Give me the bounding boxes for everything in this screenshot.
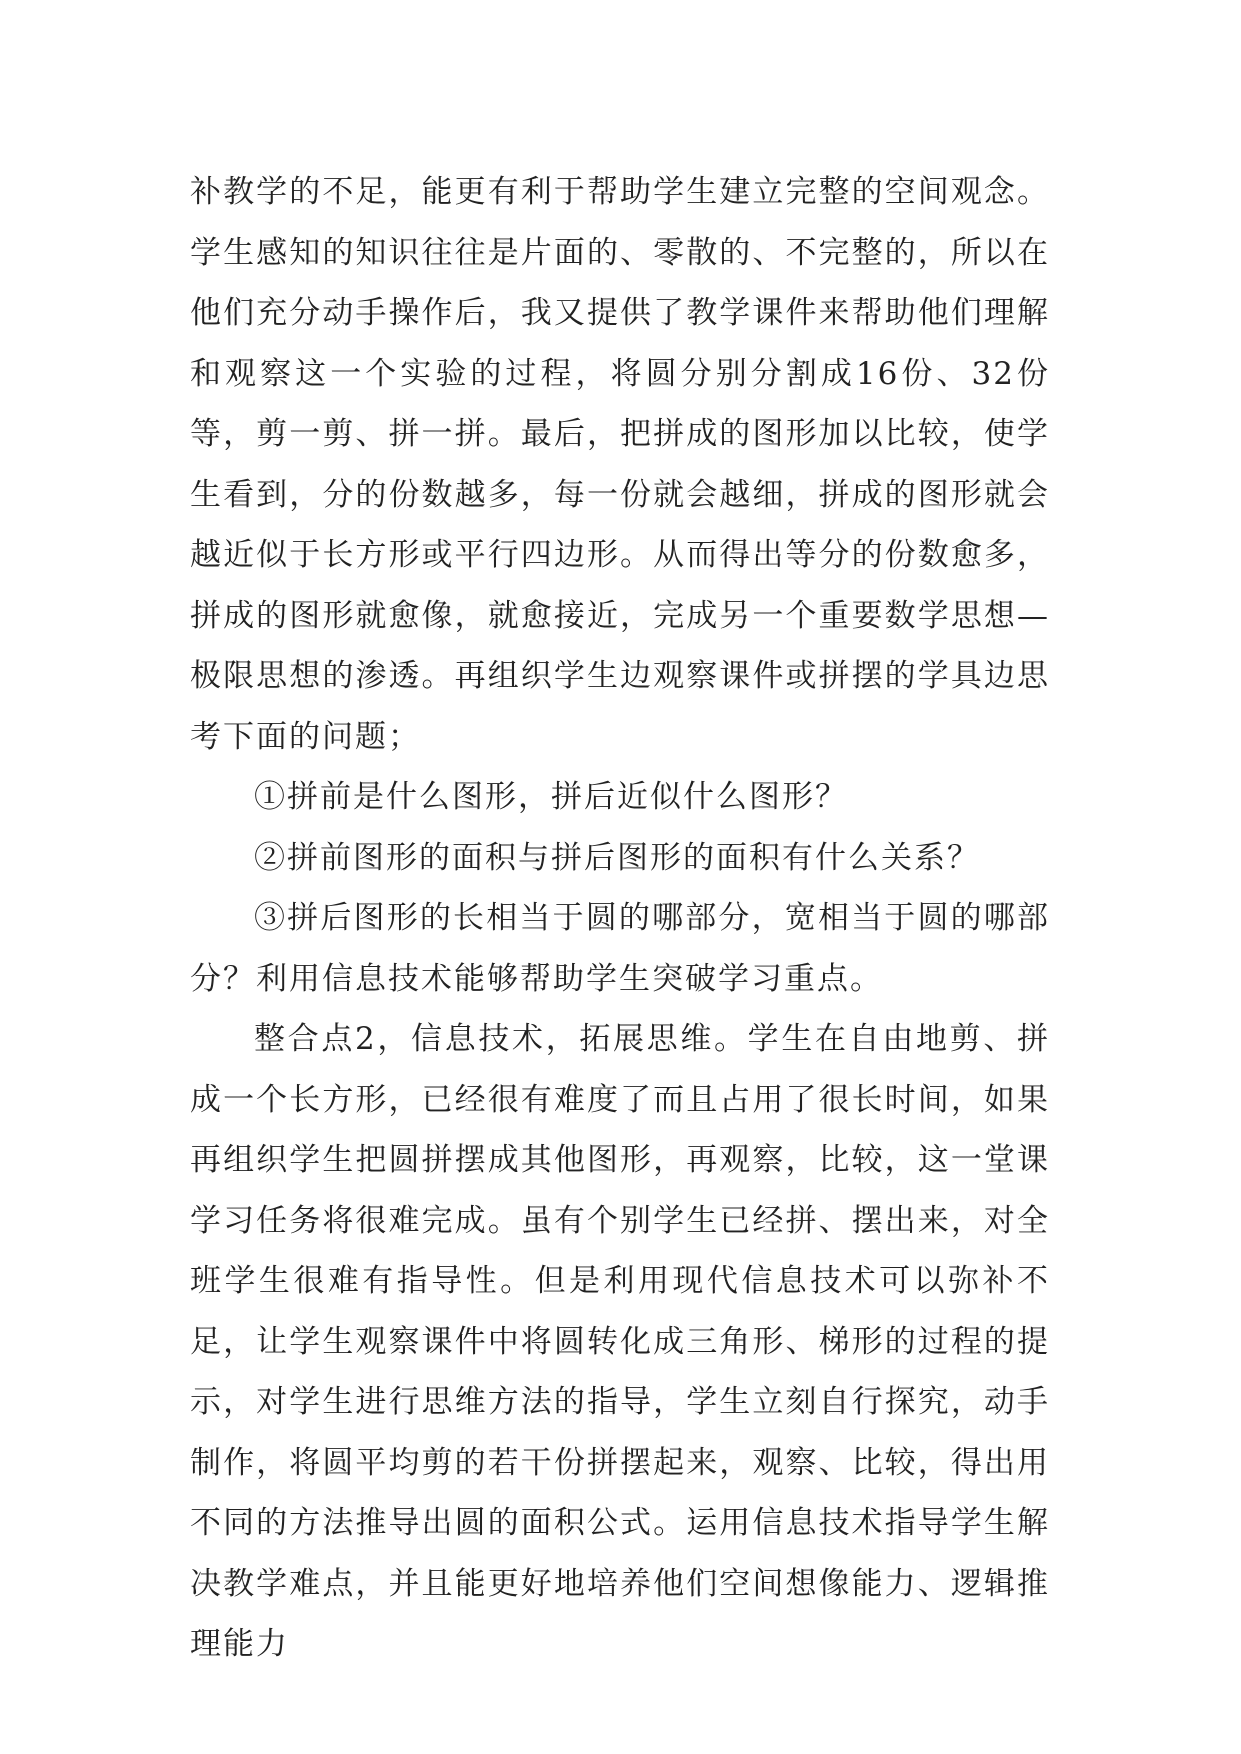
- question-1: ①拼前是什么图形，拼后近似什么图形？: [254, 779, 848, 815]
- body-text: [190, 162, 1050, 1675]
- question-3: ③拼后图形的长相当于圆的哪部分，宽相当于圆的哪部分？利用信息技术能够帮助学生突破学习重点。: [190, 900, 1050, 997]
- paragraph-integration-2: 整合点2，信息技术，拓展思维。学生在自由地剪、拼成一个长方形，已经很有难度了而且占用了很长时间，如果再组织学生把圆拼摆成其他图形，再观察，比较，这一堂课学习任务将很难完成。虽有个别学生已经拼、摆出来，对全班学生很难有指导性。但是利用现代信息技术可以弥补不足，让学生观察课件中将圆转化成三角形、梯形的过程的提示，对学生进行思维方法的指导，学生立刻自行探究，动手制作，将圆平均剪的若干份拼摆起来，观察、比较，得出用不同的方法推导出圆的面积公式。运用信息技术指导学生解决教学难点，并且能更好地培养他们空间想像能力、逻辑推理能力: [190, 1021, 1050, 1662]
- question-2: ②拼前图形的面积与拼后图形的面积有什么关系？: [254, 839, 980, 876]
- paragraph-intro: 补教学的不足，能更有利于帮助学生建立完整的空间观念。学生感知的知识往往是片面的、零散的、不完整的，所以在他们充分动手操作后，我又提供了教学课件来帮助他们理解和观察这一个实验的过程，将圆分别分割成16份、32份等，剪一剪、拼一拼。最后，把拼成的图形加以比较，使学生看到，分的份数越多，每一份就会越细，拼成的图形就会越近似于长方形或平行四边形。从而得出等分的份数愈多，拼成的图形就愈像，就愈接近，完成另一个重要数学思想—极限思想的渗透。再组织学生边观察课件或拼摆的学具边思考下面的问题；: [190, 174, 1050, 755]
